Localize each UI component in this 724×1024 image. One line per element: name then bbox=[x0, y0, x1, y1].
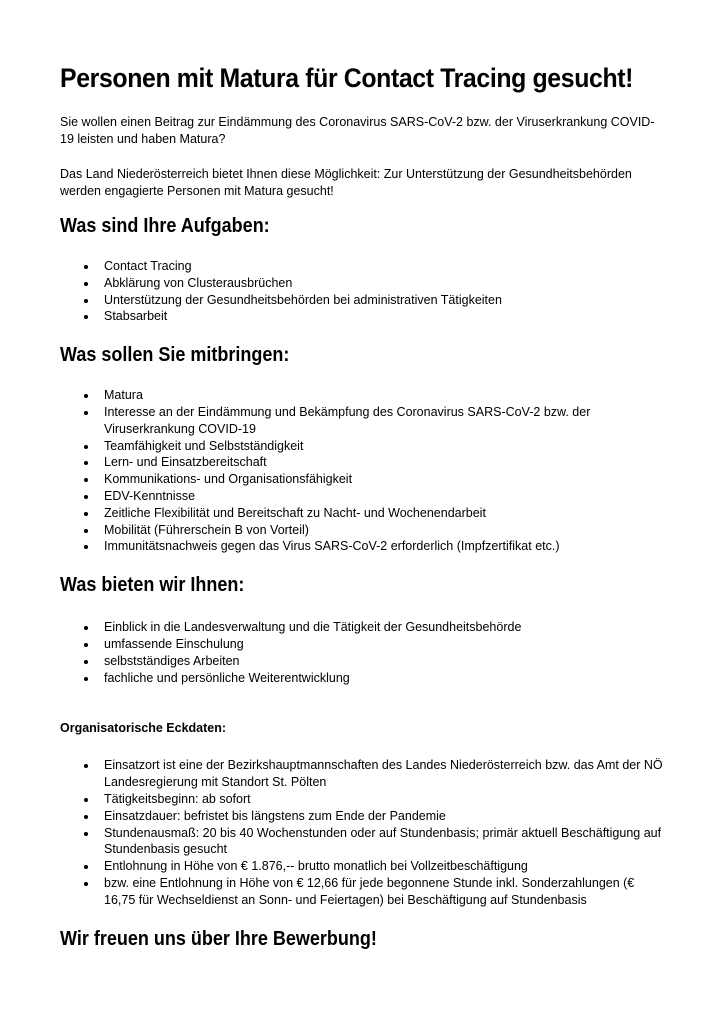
list-item: Stundenausmaß: 20 bis 40 Wochenstunden oder auf Stundenbasis; primär aktuell Beschäftigung auf Stundenbasis gesucht bbox=[60, 825, 664, 859]
intro-paragraph-2: Das Land Niederösterreich bietet Ihnen diese Möglichkeit: Zur Unterstützung der Gesundheitsbehörden werden engagierte Personen mit Matura gesucht! bbox=[60, 167, 632, 198]
list-item: Mobilität (Führerschein B von Vorteil) bbox=[60, 522, 664, 539]
tasks-list bbox=[60, 258, 664, 325]
organisation-heading: Organisatorische Eckdaten: bbox=[60, 721, 227, 736]
list-item: Contact Tracing bbox=[60, 258, 664, 275]
intro-paragraph-1: Sie wollen einen Beitrag zur Eindämmung des Coronavirus SARS-CoV-2 bzw. der Viruserkrankung COVID-19 leisten und haben Matura? bbox=[60, 115, 655, 146]
list-item: Zeitliche Flexibilität und Bereitschaft zu Nacht- und Wochenendarbeit bbox=[60, 505, 664, 522]
list-item: Lern- und Einsatzbereitschaft bbox=[60, 454, 664, 471]
list-item: fachliche und persönliche Weiterentwicklung bbox=[60, 670, 664, 687]
list-item: Matura bbox=[60, 387, 664, 404]
requirements-list bbox=[60, 387, 664, 555]
list-item: umfassende Einschulung bbox=[60, 636, 664, 653]
list-item: Einsatzdauer: befristet bis längstens zum Ende der Pandemie bbox=[60, 808, 664, 825]
list-item: Teamfähigkeit und Selbstständigkeit bbox=[60, 438, 664, 455]
list-item: Unterstützung der Gesundheitsbehörden bei administrativen Tätigkeiten bbox=[60, 292, 664, 309]
offer-list bbox=[60, 619, 664, 686]
list-item: Tätigkeitsbeginn: ab sofort bbox=[60, 791, 664, 808]
list-item: Stabsarbeit bbox=[60, 308, 664, 325]
requirements-heading: Was sollen Sie mitbringen: bbox=[60, 344, 290, 367]
list-item: Kommunikations- und Organisationsfähigkeit bbox=[60, 471, 664, 488]
offer-heading: Was bieten wir Ihnen: bbox=[60, 574, 245, 597]
list-item: Einblick in die Landesverwaltung und die Tätigkeit der Gesundheitsbehörde bbox=[60, 619, 664, 636]
list-item: Interesse an der Eindämmung und Bekämpfung des Coronavirus SARS-CoV-2 bzw. der Viruserkrankung COVID-19 bbox=[60, 404, 664, 438]
list-item: selbstständiges Arbeiten bbox=[60, 653, 664, 670]
tasks-heading: Was sind Ihre Aufgaben: bbox=[60, 215, 270, 237]
organisation-list bbox=[60, 757, 664, 908]
list-item: bzw. eine Entlohnung in Höhe von € 12,66 für jede begonnene Stunde inkl. Sonderzahlungen (€ 16,75 für Wechseldienst an Sonn- und Feiertagen) bei Beschäftigung auf Stundenbasis bbox=[60, 875, 664, 909]
page-title: Personen mit Matura für Contact Tracing gesucht! bbox=[60, 63, 634, 93]
closing-heading: Wir freuen uns über Ihre Bewerbung! bbox=[60, 927, 377, 950]
list-item: Abklärung von Clusterausbrüchen bbox=[60, 275, 664, 292]
list-item: Einsatzort ist eine der Bezirkshauptmannschaften des Landes Niederösterreich bzw. das Amt der NÖ Landesregierung mit Standort St. Pölten bbox=[60, 757, 664, 791]
list-item: Entlohnung in Höhe von € 1.876,-- brutto monatlich bei Vollzeitbeschäftigung bbox=[60, 858, 664, 875]
list-item: EDV-Kenntnisse bbox=[60, 488, 664, 505]
list-item: Immunitätsnachweis gegen das Virus SARS-CoV-2 erforderlich (Impfzertifikat etc.) bbox=[60, 538, 664, 555]
